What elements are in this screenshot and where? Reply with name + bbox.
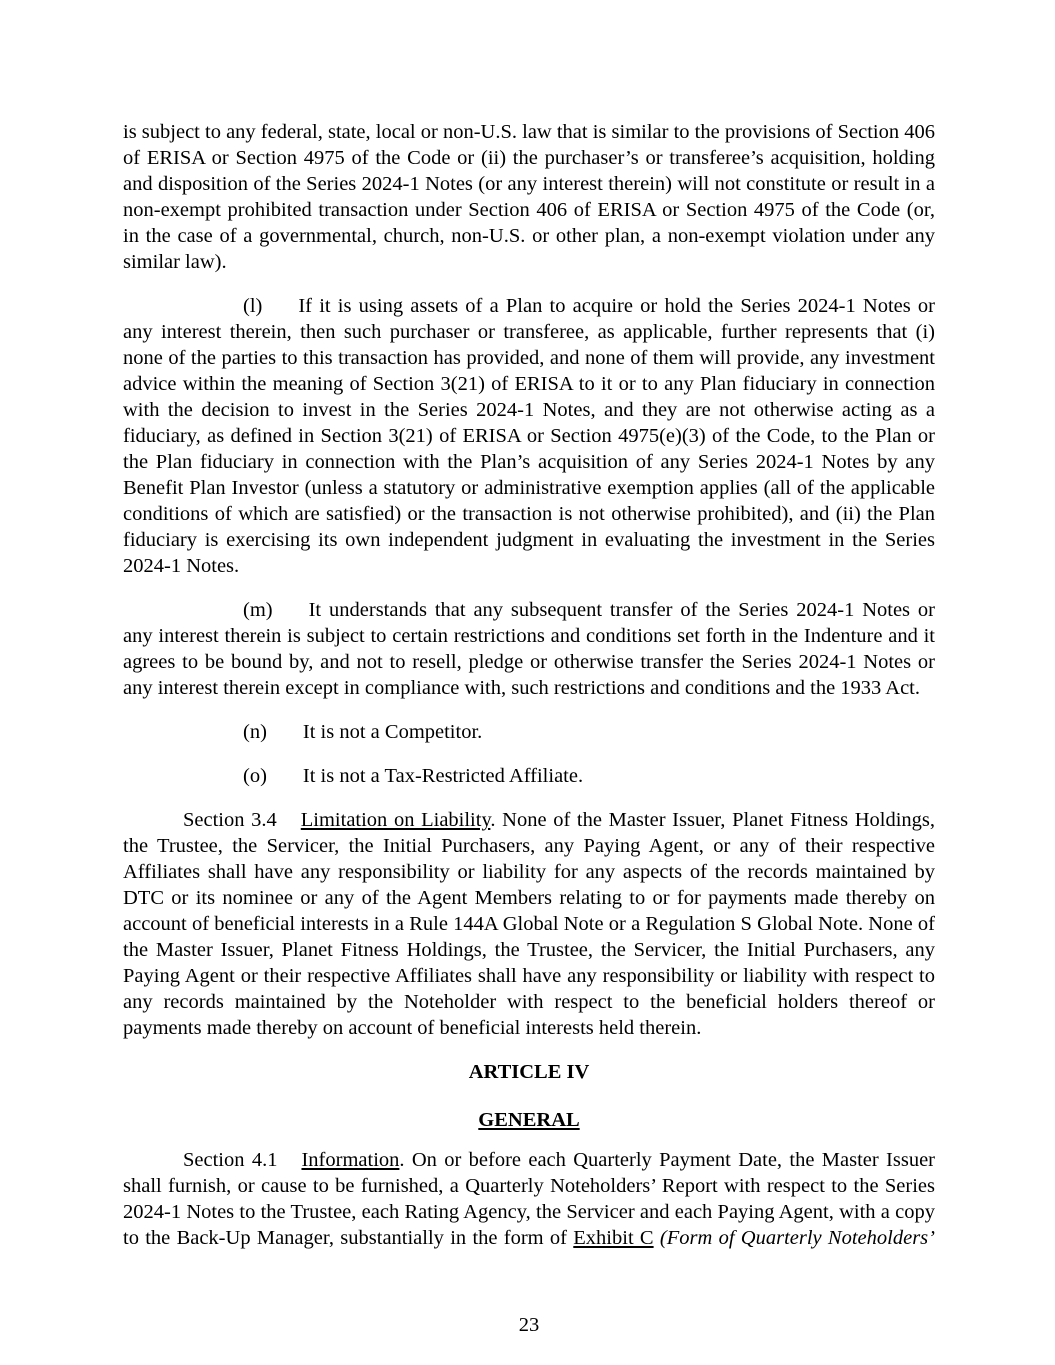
clause-m xyxy=(123,597,935,701)
clause-l-text: If it is using assets of a Plan to acquire or hold the Series 2024-1 Notes or any interest therein, then such purchaser or transferee, as applicable, further represents that (i) none of the parties to this transaction has provided, and none of them will provide, any investment advice within the meaning of Section 3(21) of ERISA to it or to any Plan fiduciary in connection with the decision to invest in the Series 2024-1 Notes, and they are not otherwise acting as a fiduciary, as defined in Section 3(21) of ERISA or Section 4975(e)(3) of the Code, to the Plan or the Plan fiduciary in connection with the Plan’s acquisition of any Series 2024-1 Notes by any Benefit Plan Investor (unless a statutory or administrative exemption applies (all of the applicable conditions of which are satisfied) or the transaction is not otherwise prohibited), and (ii) the Plan fiduciary is exercising its own independent judgment in evaluating the investment in the Series 2024-1 Notes. xyxy=(123,295,935,577)
clause-o-label: (o) xyxy=(243,765,267,787)
intro-paragraph-text: is subject to any federal, state, local or non-U.S. law that is similar to the provisions of Section 406 of ERISA or Section 4975 of the Code or (ii) the purchaser’s or transferee’s acquisition, holding and disposition of the Series 2024-1 Notes (or any interest therein) will not constitute or result in a non-exempt prohibited transaction under Section 406 of ERISA or Section 4975 of the Code (or, in the case of a governmental, church, non-U.S. or other plan, a non-exempt violation under any similar law). xyxy=(123,121,935,273)
article-iv-heading: ARTICLE IV xyxy=(468,1061,590,1083)
clause-l-label: (l) xyxy=(243,295,263,317)
section-3-4-paragraph xyxy=(123,807,935,1041)
section-4-1-heading: Information xyxy=(301,1149,400,1171)
clause-n-text: It is not a Competitor. xyxy=(302,721,483,743)
section-3-4-heading: Limitation on Liability xyxy=(300,809,491,831)
page-number: 23 xyxy=(518,1314,540,1336)
clause-m-text: It understands that any subsequent transfer of the Series 2024-1 Notes or any interest therein is subject to certain restrictions and conditions set forth in the Indenture and it agrees to be bound by, and not to resell, pledge or otherwise transfer the Series 2024-1 Notes or any interest therein except in compliance with, such restrictions and conditions and the 1933 Act. xyxy=(123,599,935,699)
section-4-1-paragraph xyxy=(123,1147,935,1251)
clause-m-label: (m) xyxy=(243,599,273,621)
section-4-1-label: Section 4.1 xyxy=(183,1149,278,1171)
clause-o xyxy=(123,763,935,789)
section-3-4-label: Section 3.4 xyxy=(183,809,277,831)
general-heading: GENERAL xyxy=(478,1109,580,1131)
intro-paragraph xyxy=(123,119,935,275)
clause-o-text: It is not a Tax-Restricted Affiliate. xyxy=(302,765,584,787)
quarterly-report-form-title: (Form of Quarterly Noteholders’ xyxy=(653,1227,935,1249)
clause-l xyxy=(123,293,935,579)
clause-n-label: (n) xyxy=(243,721,267,743)
section-3-4-body: . None of the Master Issuer, Planet Fitness Holdings, the Trustee, the Servicer, the Initial Purchasers, any Paying Agent, or any of their respective Affiliates shall have any responsibility or liability for any aspects of the records maintained by DTC or its nominee or any of the Agent Members relating to or for payments made thereby on account of beneficial interests in a Rule 144A Global Note or a Regulation S Global Note. None of the Master Issuer, Planet Fitness Holdings, the Trustee, the Servicer, the Initial Purchasers, any Paying Agent or their respective Affiliates shall have any responsibility or liability with respect to any records maintained by the Noteholder with respect to the beneficial holders thereof or payments made thereby on account of beneficial interests held therein. xyxy=(123,809,935,1039)
section-4-1-body: . On or before each Quarterly Payment Date, the Master Issuer shall furnish, or cause to be furnished, a Quarterly Noteholders’ Report with respect to the Series 2024-1 Notes to the Trustee, each Rating Agency, the Servicer and each Paying Agent, with a copy to the Back-Up Manager, substantially in the form of xyxy=(123,1149,935,1249)
exhibit-c-reference: Exhibit C xyxy=(573,1227,654,1249)
clause-n xyxy=(123,719,935,745)
